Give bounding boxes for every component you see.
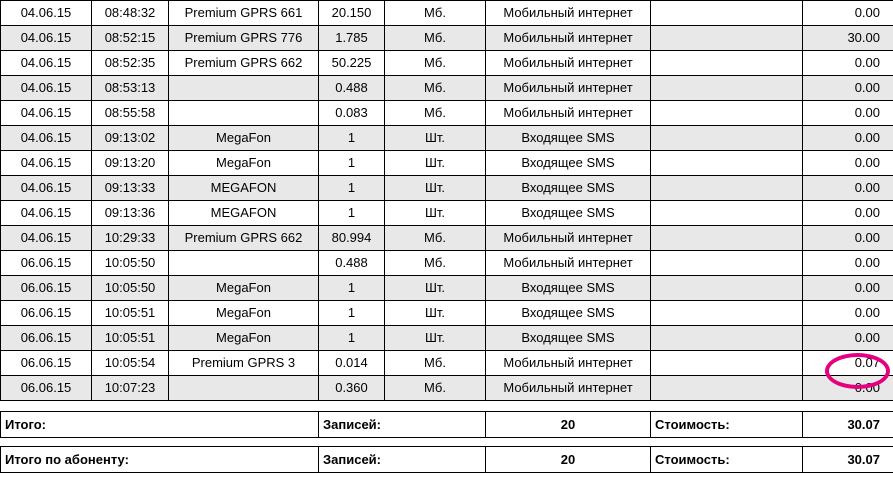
cost-cell: 0.00 xyxy=(803,101,893,126)
table-row xyxy=(1,226,893,251)
type-cell: Мобильный интернет xyxy=(486,351,651,376)
subscriber-cost-label: Стоимость: xyxy=(651,447,803,473)
table-row xyxy=(1,26,893,51)
amount-cell: 80.994 xyxy=(319,226,385,251)
unit-cell: Мб. xyxy=(385,76,486,101)
total-records-label: Записей: xyxy=(319,412,486,438)
amount-cell: 0.083 xyxy=(319,101,385,126)
table-row xyxy=(1,1,893,26)
table-row xyxy=(1,276,893,301)
table-row xyxy=(1,351,893,376)
type-cell: Мобильный интернет xyxy=(486,251,651,276)
date-cell: 06.06.15 xyxy=(1,326,92,351)
service-cell xyxy=(169,376,319,401)
date-cell: 04.06.15 xyxy=(1,176,92,201)
date-cell: 06.06.15 xyxy=(1,376,92,401)
time-cell: 09:13:02 xyxy=(92,126,169,151)
time-cell: 08:52:35 xyxy=(92,51,169,76)
cost-cell: 0.00 xyxy=(803,151,893,176)
extra-cell xyxy=(651,1,803,26)
unit-cell: Шт. xyxy=(385,151,486,176)
cost-cell: 0.00 xyxy=(803,326,893,351)
table-row xyxy=(1,301,893,326)
table-row xyxy=(1,251,893,276)
amount-cell: 1 xyxy=(319,201,385,226)
cost-cell: 0.00 xyxy=(803,51,893,76)
unit-cell: Мб. xyxy=(385,101,486,126)
extra-cell xyxy=(651,326,803,351)
total-cost-label: Стоимость: xyxy=(651,412,803,438)
type-cell: Входящее SMS xyxy=(486,276,651,301)
service-cell: Premium GPRS 3 xyxy=(169,351,319,376)
type-cell: Входящее SMS xyxy=(486,301,651,326)
date-cell: 06.06.15 xyxy=(1,351,92,376)
date-cell: 04.06.15 xyxy=(1,126,92,151)
table-row xyxy=(1,326,893,351)
amount-cell: 1 xyxy=(319,151,385,176)
table-row xyxy=(1,76,893,101)
time-cell: 09:13:36 xyxy=(92,201,169,226)
amount-cell: 1 xyxy=(319,326,385,351)
total-row xyxy=(1,412,893,438)
time-cell: 10:05:50 xyxy=(92,251,169,276)
date-cell: 04.06.15 xyxy=(1,1,92,26)
total-records-value: 20 xyxy=(486,412,651,438)
unit-cell: Мб. xyxy=(385,226,486,251)
extra-cell xyxy=(651,26,803,51)
extra-cell xyxy=(651,301,803,326)
type-cell: Мобильный интернет xyxy=(486,76,651,101)
amount-cell: 20.150 xyxy=(319,1,385,26)
time-cell: 08:52:15 xyxy=(92,26,169,51)
type-cell: Входящее SMS xyxy=(486,326,651,351)
amount-cell: 1 xyxy=(319,176,385,201)
service-cell: MegaFon xyxy=(169,276,319,301)
time-cell: 09:13:20 xyxy=(92,151,169,176)
time-cell: 10:05:54 xyxy=(92,351,169,376)
total-label: Итого: xyxy=(1,412,319,438)
service-cell: MEGAFON xyxy=(169,201,319,226)
amount-cell: 0.488 xyxy=(319,76,385,101)
amount-cell: 1 xyxy=(319,276,385,301)
amount-cell: 0.488 xyxy=(319,251,385,276)
subscriber-records-value: 20 xyxy=(486,447,651,473)
service-cell: MEGAFON xyxy=(169,176,319,201)
amount-cell: 0.360 xyxy=(319,376,385,401)
amount-cell: 1 xyxy=(319,301,385,326)
subscriber-total-label: Итого по абоненту: xyxy=(1,447,319,473)
extra-cell xyxy=(651,351,803,376)
service-cell xyxy=(169,76,319,101)
extra-cell xyxy=(651,226,803,251)
type-cell: Входящее SMS xyxy=(486,201,651,226)
amount-cell: 50.225 xyxy=(319,51,385,76)
unit-cell: Мб. xyxy=(385,376,486,401)
amount-cell: 0.014 xyxy=(319,351,385,376)
cost-cell: 0.07 xyxy=(803,351,893,376)
date-cell: 04.06.15 xyxy=(1,76,92,101)
service-cell: MegaFon xyxy=(169,301,319,326)
time-cell: 10:05:50 xyxy=(92,276,169,301)
unit-cell: Шт. xyxy=(385,301,486,326)
table-row xyxy=(1,126,893,151)
amount-cell: 1 xyxy=(319,126,385,151)
time-cell: 10:05:51 xyxy=(92,301,169,326)
amount-cell: 1.785 xyxy=(319,26,385,51)
service-cell: MegaFon xyxy=(169,126,319,151)
time-cell: 10:29:33 xyxy=(92,226,169,251)
cost-cell: 0.00 xyxy=(803,201,893,226)
extra-cell xyxy=(651,151,803,176)
extra-cell xyxy=(651,201,803,226)
table-row xyxy=(1,101,893,126)
service-cell: Premium GPRS 662 xyxy=(169,51,319,76)
extra-cell xyxy=(651,126,803,151)
date-cell: 04.06.15 xyxy=(1,201,92,226)
date-cell: 04.06.15 xyxy=(1,26,92,51)
unit-cell: Мб. xyxy=(385,251,486,276)
subscriber-total-row xyxy=(1,447,893,473)
extra-cell xyxy=(651,101,803,126)
date-cell: 06.06.15 xyxy=(1,251,92,276)
unit-cell: Шт. xyxy=(385,176,486,201)
type-cell: Мобильный интернет xyxy=(486,101,651,126)
unit-cell: Мб. xyxy=(385,51,486,76)
time-cell: 10:07:23 xyxy=(92,376,169,401)
cost-cell: 0.00 xyxy=(803,251,893,276)
subscriber-total-table xyxy=(0,446,893,473)
date-cell: 04.06.15 xyxy=(1,151,92,176)
type-cell: Мобильный интернет xyxy=(486,51,651,76)
date-cell: 06.06.15 xyxy=(1,276,92,301)
calls-table-body xyxy=(1,1,893,401)
unit-cell: Шт. xyxy=(385,326,486,351)
date-cell: 06.06.15 xyxy=(1,301,92,326)
extra-cell xyxy=(651,251,803,276)
time-cell: 08:48:32 xyxy=(92,1,169,26)
unit-cell: Шт. xyxy=(385,276,486,301)
time-cell: 09:13:33 xyxy=(92,176,169,201)
type-cell: Входящее SMS xyxy=(486,176,651,201)
subscriber-records-label: Записей: xyxy=(319,447,486,473)
table-row xyxy=(1,201,893,226)
extra-cell xyxy=(651,176,803,201)
total-cost-value: 30.07 xyxy=(803,412,893,438)
service-cell: Premium GPRS 662 xyxy=(169,226,319,251)
type-cell: Мобильный интернет xyxy=(486,1,651,26)
date-cell: 04.06.15 xyxy=(1,101,92,126)
extra-cell xyxy=(651,276,803,301)
type-cell: Мобильный интернет xyxy=(486,26,651,51)
cost-cell: 0.00 xyxy=(803,301,893,326)
cost-cell: 0.00 xyxy=(803,76,893,101)
table-row xyxy=(1,51,893,76)
time-cell: 08:53:13 xyxy=(92,76,169,101)
service-cell: MegaFon xyxy=(169,151,319,176)
service-cell: MegaFon xyxy=(169,326,319,351)
time-cell: 10:05:51 xyxy=(92,326,169,351)
time-cell: 08:55:58 xyxy=(92,101,169,126)
total-table xyxy=(0,411,893,438)
date-cell: 04.06.15 xyxy=(1,226,92,251)
service-cell: Premium GPRS 776 xyxy=(169,26,319,51)
service-cell: Premium GPRS 661 xyxy=(169,1,319,26)
unit-cell: Мб. xyxy=(385,351,486,376)
cost-cell: 0.00 xyxy=(803,176,893,201)
cost-cell: 0.00 xyxy=(803,1,893,26)
table-row xyxy=(1,176,893,201)
table-row xyxy=(1,151,893,176)
unit-cell: Мб. xyxy=(385,26,486,51)
type-cell: Мобильный интернет xyxy=(486,376,651,401)
extra-cell xyxy=(651,76,803,101)
unit-cell: Мб. xyxy=(385,1,486,26)
cost-cell: 0.00 xyxy=(803,276,893,301)
type-cell: Входящее SMS xyxy=(486,126,651,151)
service-cell xyxy=(169,251,319,276)
unit-cell: Шт. xyxy=(385,126,486,151)
type-cell: Входящее SMS xyxy=(486,151,651,176)
cost-cell: 0.00 xyxy=(803,126,893,151)
table-row xyxy=(1,376,893,401)
cost-cell: 30.00 xyxy=(803,26,893,51)
extra-cell xyxy=(651,51,803,76)
cost-cell: 0.00 xyxy=(803,226,893,251)
service-cell xyxy=(169,101,319,126)
unit-cell: Шт. xyxy=(385,201,486,226)
cost-cell: 0.00 xyxy=(803,376,893,401)
subscriber-cost-value: 30.07 xyxy=(803,447,893,473)
type-cell: Мобильный интернет xyxy=(486,226,651,251)
extra-cell xyxy=(651,376,803,401)
date-cell: 04.06.15 xyxy=(1,51,92,76)
